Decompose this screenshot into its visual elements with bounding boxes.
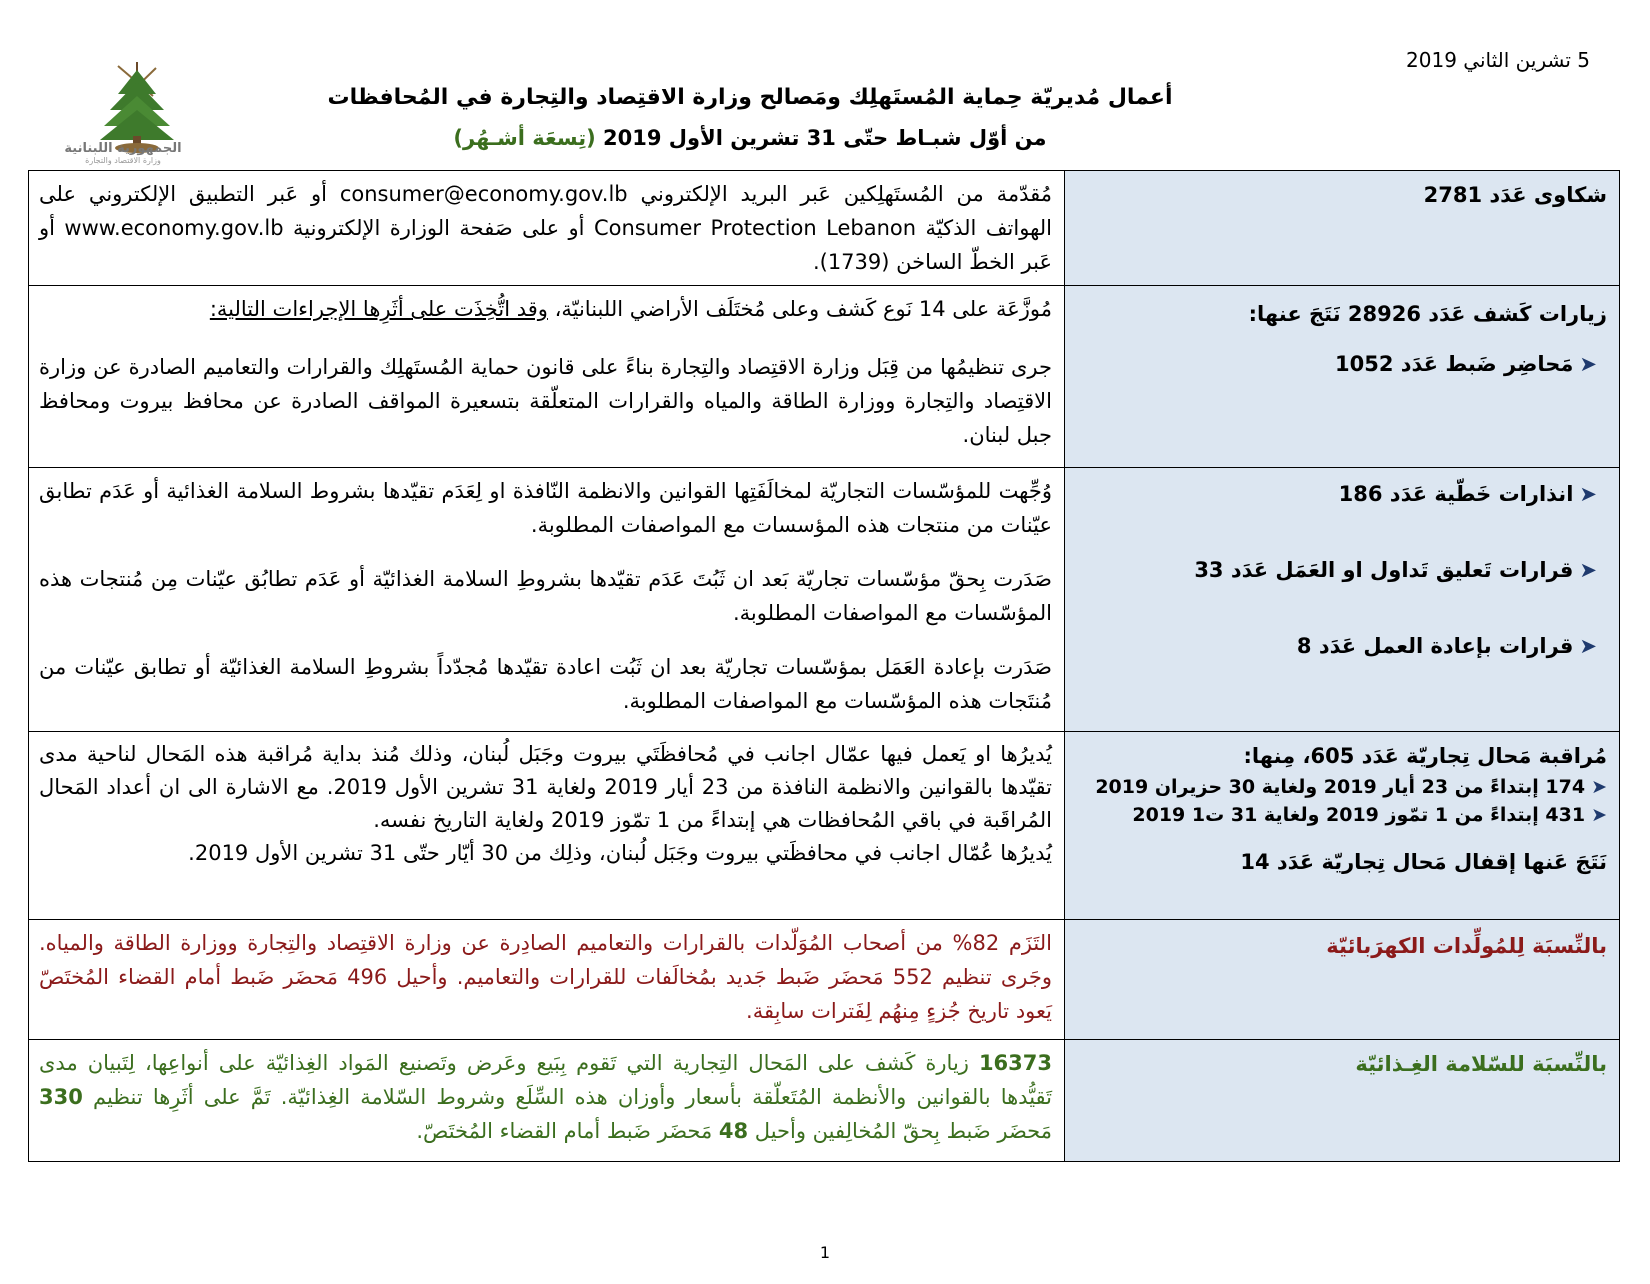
reports-count-text: مَحاضِر ضَبط عَدَد 1052 — [1335, 352, 1574, 376]
monitoring-body — [29, 732, 1065, 920]
report-table — [28, 170, 1620, 1162]
logo-subcaption: وزارة الاقتصاد والتجارة — [85, 156, 161, 165]
table-row — [29, 920, 1620, 1040]
warnings-head — [1065, 468, 1620, 732]
generators-head — [1065, 920, 1620, 1040]
food-safety-body — [29, 1040, 1065, 1162]
visits-head — [1065, 286, 1620, 468]
arrowhead-bullet-icon: ➤ — [1591, 776, 1607, 798]
period-text: من أوّل شبـاط حتّى 31 تشرين الأول 2019 — [595, 126, 1047, 150]
visits-body — [29, 286, 1065, 468]
reports-description: جرى تنظيمُها من قِبَل وزارة الاقتِصاد والتِجارة بناءً على قانون حماية المُستَهلِك والقرارات والتعاميم الصادرة عن وزارة الاقتِصاد والتِجارة ووزارة الطاقة والمياه والقرارات المتعلّقة بتسعيرة المواقف الصادرة عن محافظ بيروت ومحافظ جبل لبنان. — [39, 355, 1052, 447]
table-row — [29, 468, 1620, 732]
generators-head-text: بالنِّسبَة لِلمُولِّدات الكهرَبائيّة — [1326, 934, 1607, 958]
warnings-sub — [1077, 482, 1607, 506]
resume-description: صَدَرت بإعادة العَمَل بمؤسّسات تجاريّة بعد ان ثَبُت اعادة تقيّدها مُجدّداً بشروطِ السلامة الغذائيّة أو تطابق عيّنات من مُنتَجات هذه المؤسّسات مع المواصفات المطلوبة. — [39, 655, 1052, 713]
document-date: 5 تشرين الثاني 2019 — [1406, 48, 1590, 72]
table-row — [29, 171, 1620, 286]
closures-text: نَتَجَ عَنها إقفال مَحال تِجاريّة عَدَد 14 — [1240, 850, 1607, 874]
food-safety-text-c: مَحضَر ضَبط أمام القضاء المُختَصّ. — [416, 1119, 719, 1143]
food-safety-description — [39, 1046, 1052, 1148]
food-safety-head — [1065, 1040, 1620, 1162]
table-row — [29, 286, 1620, 468]
visits-intro-underlined: وقد اتُّخِذَت على أثَرِها الإجراءات التالية: — [209, 297, 548, 321]
monitoring-head — [1065, 732, 1620, 920]
suspension-sub — [1077, 558, 1607, 582]
visits-sub-reports — [1077, 352, 1607, 376]
generators-body — [29, 920, 1065, 1040]
visits-intro-text: مُوزَّعَة على 14 نَوع كَشف وعلى مُختَلَف الأراضي اللبنانيّة، — [547, 297, 1052, 321]
page-subtitle — [250, 126, 1250, 150]
complaints-head — [1065, 171, 1620, 286]
visits-intro — [39, 292, 1052, 326]
arrowhead-bullet-icon: ➤ — [1579, 352, 1597, 376]
period-duration: (تِسعَة أشـهُر) — [453, 126, 596, 150]
monitoring-description: يُديرُها او يَعمل فيها عمّال اجانب في مُحافظَتَي بيروت وجَبَل لُبنان، وذلك مُنذ بداية مُراقبة هذه المَحال لناحية مدى تقيّدها بالقوانين والانظمة النافذة من 23 أيار 2019 ولغاية 31 تشرين الأول 2019. مع الاشارة الى ان أعداد المَحال المُراقَبة في باقي المُحافظات هي إبتداءً من 1 تمّوز 2019 ولغاية التاريخ نفسه. — [39, 742, 1052, 832]
visits-number: 16373 — [978, 1051, 1052, 1075]
warnings-body — [29, 468, 1065, 732]
resume-count-text: قرارات بإعادة العمل عَدَد 8 — [1296, 634, 1574, 658]
resume-sub — [1077, 634, 1607, 658]
complaints-body — [29, 171, 1065, 286]
warnings-description: وُجِّهت للمؤسّسات التجاريّة لمخالَفَتِها القوانين والانظمة النّافذة او لِعَدَم تقيّدها بشروط السلامة الغذائية أو عَدَم تطابق عيّنات من منتجات هذه المؤسسات مع المواصفات المطلوبة. — [39, 479, 1052, 537]
suspension-count-text: قرارات تَعليق تَداول او العَمَل عَدَد 33 — [1194, 558, 1574, 582]
arrowhead-bullet-icon: ➤ — [1591, 804, 1607, 826]
table-row — [29, 732, 1620, 920]
monitoring-head-text: مُراقبة مَحال تِجاريّة عَدَد 605، مِنها: — [1243, 744, 1607, 768]
food-safety-head-text: بالنِّسبَة للسّلامة الغِـذائيّة — [1355, 1052, 1607, 1076]
generators-description: التَزَم 82% من أصحاب المُوَلّدات بالقرارات والتعاميم الصادِرة عن وزارة الاقتِصاد والتِجارة ووزارة الطاقة والمياه. وجَرى تنظيم 552 مَحضَر ضَبط جَديد بمُخالَفات للقرارات والتعاميم. وأحيل 496 مَحضَر ضَبط أمام القضاء المُختَصّ يَعود تاريخ جُزءٍ مِنهُم لِفَترات سابِقة. — [39, 931, 1052, 1023]
warnings-count-text: انذارات خَطّية عَدَد 186 — [1338, 482, 1574, 506]
table-row — [29, 1040, 1620, 1162]
referred-number: 48 — [718, 1119, 749, 1143]
monitoring-sub-2 — [1077, 804, 1607, 826]
reports-number: 330 — [39, 1085, 83, 1109]
closures-description: يُديرُها عُمّال اجانب في محافظَتي بيروت وجَبَل لُبنان، وذلِك من 30 أيّار حتّى 31 تشرين الأول 2019. — [188, 841, 1052, 865]
page-number: 1 — [819, 1243, 831, 1262]
logo-caption: الجمهورية اللبنانية — [64, 141, 182, 156]
monitoring-period-2: 431 إبتداءً من 1 تمّوز 2019 ولغاية 31 ت1 2019 — [1132, 804, 1586, 826]
food-safety-text-a: زيارة كَشف على المَحال التِجارية التي تَقوم بِبَيع وعَرض وتَصنيع المَواد الغِذائيّة على أنواعِها، لِتَبيان مدى تَقيُّدها بالقوانين والأنظمة المُتَعلّقة بأسعار وأوزان هذه السِّلَع وشروط السّلامة الغِذائيّة. تَمَّ على أثَرِها تنظيم — [39, 1051, 1052, 1109]
arrowhead-bullet-icon: ➤ — [1579, 634, 1597, 658]
page-title: أعمال مُديريّة حِماية المُستَهلِك ومَصالح وزارة الاقتِصاد والتِجارة في المُحافظات — [327, 85, 1173, 110]
food-safety-text-b: مَحضَر ضَبط بِحقّ المُخالِفين وأحيل — [748, 1119, 1052, 1143]
monitoring-period-1: 174 إبتداءً من 23 أيار 2019 ولغاية 30 حزيران 2019 — [1095, 776, 1586, 798]
complaints-text: مُقدّمة من المُستَهلِكين عَبر البريد الإلكتروني consumer@economy.gov.lb أو عَبر التطبيق الإلكتروني على الهواتف الذكيّة Consumer Protection Lebanon أو على صَفحة الوزارة الإلكترونية www.economy.gov.lb أو عَبر الخطّ الساخن (1739). — [39, 182, 1052, 274]
complaints-head-text: شكاوى عَدَد 2781 — [1423, 183, 1607, 207]
monitoring-sub-1 — [1077, 776, 1607, 798]
suspension-description: صَدَرت بِحقّ مؤسّسات تجاريّة بَعد ان ثَبُتَ عَدَم تقيّدها بشروطِ السلامة الغذائيّة أو عَدَم تطابُق عيّنات مِن مُنتجات هذه المؤسّسات مع المواصفات المطلوبة. — [39, 567, 1052, 625]
arrowhead-bullet-icon: ➤ — [1579, 482, 1597, 506]
arrowhead-bullet-icon: ➤ — [1579, 558, 1597, 582]
visits-head-text: زيارات كَشف عَدَد 28926 نَتَجَ عنها: — [1248, 302, 1607, 326]
